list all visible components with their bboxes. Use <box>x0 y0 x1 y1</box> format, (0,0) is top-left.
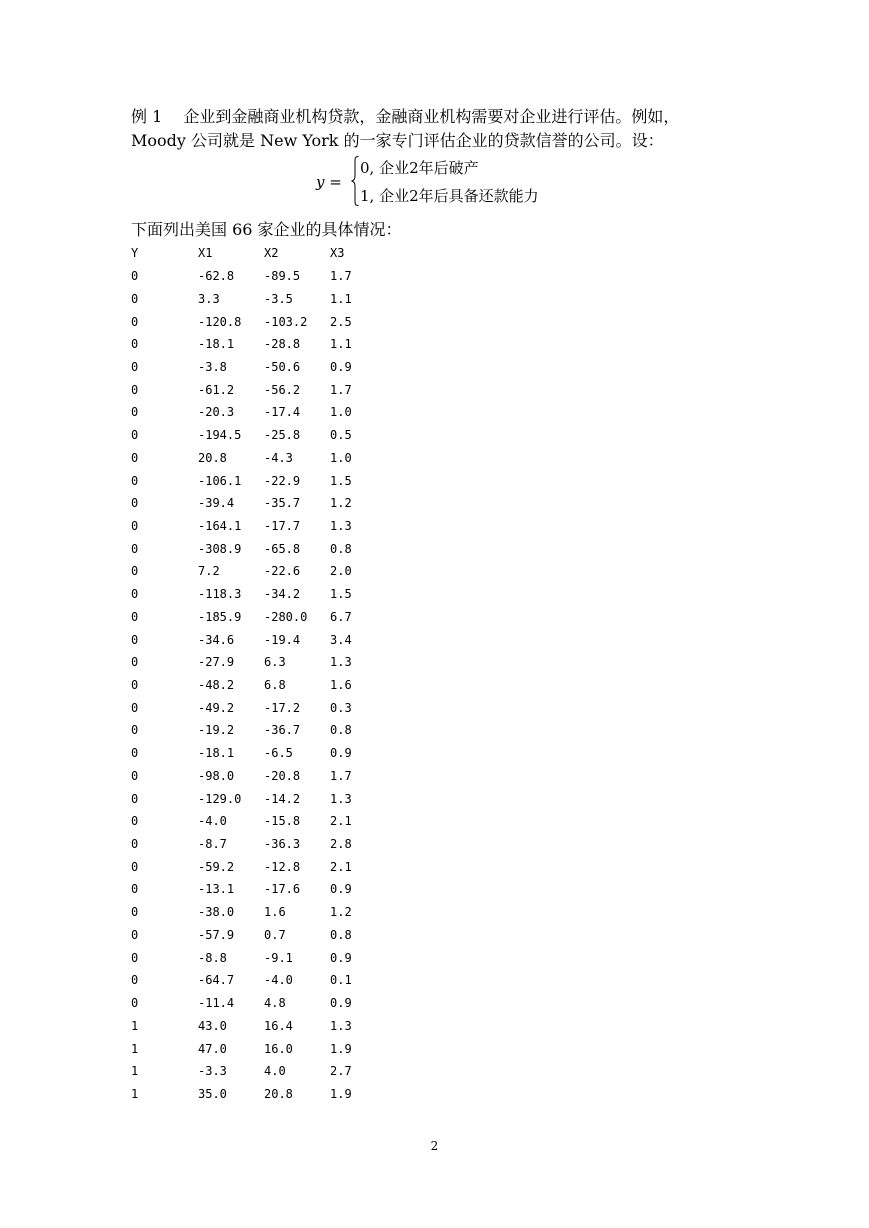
cell-x1: -18.1 <box>198 746 235 761</box>
table-row <box>131 1014 370 1037</box>
company-data-table <box>131 242 370 1105</box>
cell-x1: -308.9 <box>198 541 242 556</box>
cell-y: 0 <box>131 496 139 511</box>
cell-x1: -4.0 <box>198 814 227 829</box>
table-row <box>131 787 370 810</box>
cell-y: 1 <box>131 1086 139 1101</box>
cell-x2: 16.4 <box>264 1018 293 1033</box>
cell-y: 0 <box>131 746 139 761</box>
cell-y: 1 <box>131 1018 139 1033</box>
cell-y: 0 <box>131 609 139 624</box>
cell-x1: 47.0 <box>198 1041 227 1056</box>
table-row <box>131 719 370 742</box>
cell-x2: 4.0 <box>264 1064 286 1079</box>
table-intro: 下面列出美国 66 家企业的具体情况： <box>131 220 402 239</box>
cell-y: 0 <box>131 382 139 397</box>
cell-x1: -20.3 <box>198 405 235 420</box>
formula-lhs: y = <box>316 173 342 191</box>
cell-x1: -8.7 <box>198 837 227 852</box>
cell-y: 0 <box>131 405 139 420</box>
cell-x3: 2.8 <box>330 837 352 852</box>
cell-x3: 0.9 <box>330 996 352 1011</box>
cell-x2: 20.8 <box>264 1086 293 1101</box>
cell-x1: -118.3 <box>198 587 242 602</box>
cell-x3: 1.3 <box>330 655 352 670</box>
table-row <box>131 878 370 901</box>
cell-x1: -8.8 <box>198 950 227 965</box>
table-row <box>131 606 370 629</box>
cell-x2: 4.8 <box>264 996 286 1011</box>
table-row <box>131 765 370 788</box>
cell-x2: -3.5 <box>264 291 293 306</box>
cell-x2: -4.3 <box>264 450 293 465</box>
cell-y: 0 <box>131 359 139 374</box>
cell-x2: 16.0 <box>264 1041 293 1056</box>
cell-x2: -20.8 <box>264 768 301 783</box>
table-row <box>131 992 370 1015</box>
cell-x1: -3.3 <box>198 1064 227 1079</box>
cell-x1: 35.0 <box>198 1086 227 1101</box>
cell-x3: 1.2 <box>330 496 352 511</box>
cell-x2: -22.9 <box>264 473 301 488</box>
table-body <box>131 265 370 1106</box>
table-row <box>131 378 370 401</box>
page-number: 2 <box>430 1139 439 1153</box>
cell-x2: -14.2 <box>264 791 301 806</box>
cell-y: 0 <box>131 337 139 352</box>
header-x3: X3 <box>330 246 345 261</box>
cell-y: 0 <box>131 587 139 602</box>
cell-x1: -34.6 <box>198 632 235 647</box>
header-x1: X1 <box>198 246 213 261</box>
table-row <box>131 560 370 583</box>
table-row <box>131 696 370 719</box>
cell-y: 0 <box>131 450 139 465</box>
cell-x1: -120.8 <box>198 314 242 329</box>
cell-x1: -18.1 <box>198 337 235 352</box>
table-row <box>131 924 370 947</box>
table-row <box>131 469 370 492</box>
cell-x1: -57.9 <box>198 927 235 942</box>
cell-x1: -164.1 <box>198 518 242 533</box>
table-row <box>131 1037 370 1060</box>
cell-x2: -17.4 <box>264 405 301 420</box>
cell-y: 0 <box>131 314 139 329</box>
cell-x1: -98.0 <box>198 768 235 783</box>
cell-x3: 1.9 <box>330 1041 352 1056</box>
cell-x2: -36.7 <box>264 723 301 738</box>
cell-y: 0 <box>131 950 139 965</box>
cell-y: 0 <box>131 632 139 647</box>
cell-x1: 20.8 <box>198 450 227 465</box>
cell-y: 0 <box>131 859 139 874</box>
cell-x1: -129.0 <box>198 791 242 806</box>
cell-x3: 0.1 <box>330 973 352 988</box>
cell-x1: -49.2 <box>198 700 235 715</box>
cell-x3: 2.0 <box>330 564 352 579</box>
cell-y: 0 <box>131 678 139 693</box>
table-row <box>131 583 370 606</box>
cell-y: 0 <box>131 723 139 738</box>
table-row <box>131 537 370 560</box>
table-row <box>131 810 370 833</box>
cell-x2: -19.4 <box>264 632 301 647</box>
cell-x3: 2.5 <box>330 314 352 329</box>
cell-x3: 1.3 <box>330 1018 352 1033</box>
cell-y: 0 <box>131 655 139 670</box>
cell-y: 1 <box>131 1064 139 1079</box>
cell-x2: -9.1 <box>264 950 293 965</box>
cell-y: 0 <box>131 768 139 783</box>
cell-x2: -15.8 <box>264 814 301 829</box>
table-row <box>131 946 370 969</box>
cell-x2: -35.7 <box>264 496 301 511</box>
table-row <box>131 265 370 288</box>
cell-y: 0 <box>131 927 139 942</box>
cell-y: 1 <box>131 1041 139 1056</box>
cell-y: 0 <box>131 905 139 920</box>
cell-x2: -280.0 <box>264 609 308 624</box>
cell-x2: -17.2 <box>264 700 301 715</box>
cell-y: 0 <box>131 973 139 988</box>
cell-y: 0 <box>131 428 139 443</box>
cell-x2: -28.8 <box>264 337 301 352</box>
cell-x1: -61.2 <box>198 382 235 397</box>
cell-x3: 1.3 <box>330 518 352 533</box>
cell-x2: -50.6 <box>264 359 301 374</box>
cell-x1: 7.2 <box>198 564 220 579</box>
cell-x3: 0.9 <box>330 746 352 761</box>
cell-x3: 1.7 <box>330 768 352 783</box>
cell-x1: -11.4 <box>198 996 235 1011</box>
table-row <box>131 742 370 765</box>
header-x2: X2 <box>264 246 279 261</box>
cell-x2: -25.8 <box>264 428 301 443</box>
cell-y: 0 <box>131 518 139 533</box>
cell-x1: -27.9 <box>198 655 235 670</box>
table-row <box>131 515 370 538</box>
cell-x3: 1.3 <box>330 791 352 806</box>
cell-y: 0 <box>131 996 139 1011</box>
table-row <box>131 674 370 697</box>
cell-x3: 0.5 <box>330 428 352 443</box>
table-row <box>131 833 370 856</box>
formula-case-1: 1, 企业2年后具备还款能力 <box>360 187 539 205</box>
cell-x1: -13.1 <box>198 882 235 897</box>
cell-x1: -194.5 <box>198 428 242 443</box>
cell-x1: -48.2 <box>198 678 235 693</box>
cell-x2: -89.5 <box>264 269 301 284</box>
cell-x2: 1.6 <box>264 905 286 920</box>
table-row <box>131 855 370 878</box>
cell-y: 0 <box>131 564 139 579</box>
cell-x2: -34.2 <box>264 587 301 602</box>
cell-y: 0 <box>131 291 139 306</box>
header-y: Y <box>131 246 139 261</box>
cell-x3: 0.9 <box>330 950 352 965</box>
cell-y: 0 <box>131 541 139 556</box>
cell-x1: 3.3 <box>198 291 220 306</box>
cell-x1: -19.2 <box>198 723 235 738</box>
cell-x1: -62.8 <box>198 269 235 284</box>
table-row <box>131 401 370 424</box>
cell-x3: 6.7 <box>330 609 352 624</box>
cell-x3: 0.8 <box>330 541 352 556</box>
cell-x2: -56.2 <box>264 382 301 397</box>
cell-x1: -185.9 <box>198 609 242 624</box>
cell-x2: -103.2 <box>264 314 308 329</box>
cell-y: 0 <box>131 269 139 284</box>
cell-x3: 1.1 <box>330 337 352 352</box>
cell-x3: 2.1 <box>330 814 352 829</box>
cell-x3: 1.7 <box>330 269 352 284</box>
table-header-row <box>131 242 370 265</box>
cell-x2: -17.6 <box>264 882 301 897</box>
cell-x3: 1.1 <box>330 291 352 306</box>
table-row <box>131 424 370 447</box>
cell-x3: 0.9 <box>330 359 352 374</box>
cell-y: 0 <box>131 473 139 488</box>
cell-x2: -12.8 <box>264 859 301 874</box>
cell-y: 0 <box>131 837 139 852</box>
table-row <box>131 446 370 469</box>
cell-x2: -65.8 <box>264 541 301 556</box>
cell-y: 0 <box>131 700 139 715</box>
cell-x1: 43.0 <box>198 1018 227 1033</box>
cell-x2: -36.3 <box>264 837 301 852</box>
cell-x3: 1.5 <box>330 587 352 602</box>
cell-x1: -59.2 <box>198 859 235 874</box>
table-row <box>131 310 370 333</box>
cell-x2: -6.5 <box>264 746 293 761</box>
cell-x3: 0.9 <box>330 882 352 897</box>
cell-x2: 6.8 <box>264 678 286 693</box>
cell-y: 0 <box>131 882 139 897</box>
table-row <box>131 356 370 379</box>
cell-x3: 1.9 <box>330 1086 352 1101</box>
table-row <box>131 628 370 651</box>
cell-x1: -38.0 <box>198 905 235 920</box>
cell-x1: -106.1 <box>198 473 242 488</box>
cell-x3: 1.2 <box>330 905 352 920</box>
table-row <box>131 901 370 924</box>
table-row <box>131 651 370 674</box>
cell-y: 0 <box>131 814 139 829</box>
cell-x3: 2.1 <box>330 859 352 874</box>
cell-y: 0 <box>131 791 139 806</box>
cell-x3: 0.3 <box>330 700 352 715</box>
table-row <box>131 333 370 356</box>
cell-x3: 1.0 <box>330 450 352 465</box>
cell-x2: -4.0 <box>264 973 293 988</box>
cell-x2: 6.3 <box>264 655 286 670</box>
cell-x3: 1.6 <box>330 678 352 693</box>
table-row <box>131 1083 370 1106</box>
table-row <box>131 287 370 310</box>
cell-x1: -64.7 <box>198 973 235 988</box>
paragraph-line-1: 例 1 企业到金融商业机构贷款，金融商业机构需要对企业进行评估。例如， <box>131 107 680 126</box>
cell-x3: 3.4 <box>330 632 352 647</box>
cell-x3: 0.8 <box>330 723 352 738</box>
cell-x3: 0.8 <box>330 927 352 942</box>
table-row <box>131 492 370 515</box>
cell-x1: -3.8 <box>198 359 227 374</box>
cell-x2: -17.7 <box>264 518 301 533</box>
cell-x1: -39.4 <box>198 496 235 511</box>
cell-x3: 2.7 <box>330 1064 352 1079</box>
cell-x2: -22.6 <box>264 564 301 579</box>
cell-x3: 1.0 <box>330 405 352 420</box>
paragraph-line-2: Moody 公司就是 New York 的一家专门评估企业的贷款信誉的公司。设： <box>131 131 664 150</box>
curly-brace-icon <box>351 156 359 206</box>
formula-case-0: 0, 企业2年后破产 <box>360 159 479 177</box>
table-row <box>131 1060 370 1083</box>
cell-x3: 1.5 <box>330 473 352 488</box>
cell-x2: 0.7 <box>264 927 286 942</box>
table-row <box>131 969 370 992</box>
cell-x3: 1.7 <box>330 382 352 397</box>
